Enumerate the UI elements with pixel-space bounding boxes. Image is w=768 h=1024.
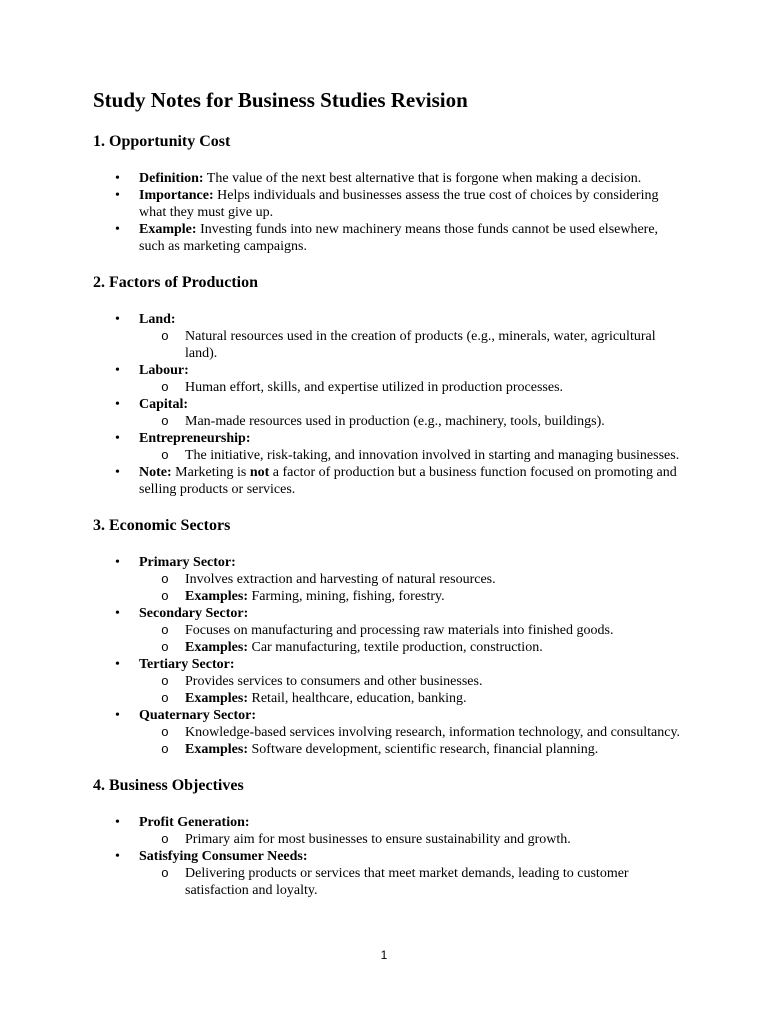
sub-list-item: [139, 690, 683, 707]
list-item: [93, 187, 683, 221]
section-heading: 4. Business Objectives: [93, 777, 244, 794]
sub-list-item: o Man-made resources used in production (e.g., machinery, tools, buildings).: [139, 413, 683, 430]
list-item: [93, 814, 683, 848]
sub-list-item: [139, 639, 683, 656]
sub-list-item: [139, 741, 683, 758]
list-item: [93, 605, 683, 656]
sub-list-item: o Involves extraction and harvesting of natural resources.: [139, 571, 683, 588]
section-heading: 2. Factors of Production: [93, 274, 259, 291]
item-text: Helps individuals and businesses assess the true cost of choices by considering what they must give up.: [139, 188, 659, 220]
sub-list: [139, 673, 683, 707]
section-opportunity-cost: [93, 131, 683, 272]
examples-text: Software development, scientific research, financial planning.: [248, 742, 599, 757]
list-item: [93, 362, 683, 396]
list-item: [93, 707, 683, 758]
item-text: Investing funds into new machinery means those funds cannot be used elsewhere, such as marketing campaigns.: [139, 222, 659, 254]
examples-text: Car manufacturing, textile production, construction.: [248, 640, 543, 655]
sub-list-item: o The initiative, risk-taking, and innovation involved in starting and managing businesses.: [139, 447, 683, 464]
list-item: [93, 221, 683, 255]
item-text: a factor of production but a business function focused on promoting and selling products or services.: [139, 465, 677, 497]
page-number: 1: [380, 948, 388, 962]
item-label: Profit Generation:: [139, 815, 250, 830]
examples-text: Retail, healthcare, education, banking.: [248, 691, 467, 706]
document-title: Study Notes for Business Studies Revision: [93, 88, 468, 112]
section-factors-of-production: [93, 272, 683, 515]
item-label: Example:: [139, 222, 197, 237]
sub-list-item: o Human effort, skills, and expertise utilized in production processes.: [139, 379, 683, 396]
item-label: Capital:: [139, 397, 188, 412]
item-label: Secondary Sector:: [139, 606, 249, 621]
sub-list: [139, 328, 683, 362]
item-label: Tertiary Sector:: [139, 657, 235, 672]
sub-list: [139, 622, 683, 656]
bullet-list: [93, 554, 683, 758]
sub-list: [139, 379, 683, 396]
sub-list: [139, 571, 683, 605]
item-label: Quaternary Sector:: [139, 708, 257, 723]
list-item: [93, 848, 683, 899]
bullet-list: [93, 311, 683, 498]
sub-list: [139, 447, 683, 464]
sub-list-item: o Delivering products or services that meet market demands, leading to customer satisfaction and loyalty.: [139, 865, 683, 899]
item-label: Land:: [139, 312, 176, 327]
document-page: [93, 86, 683, 899]
list-item: [93, 170, 683, 187]
sub-list-item: o Focuses on manufacturing and processing raw materials into finished goods.: [139, 622, 683, 639]
sub-list-item: o Primary aim for most businesses to ensure sustainability and growth.: [139, 831, 683, 848]
examples-label: Examples:: [185, 742, 248, 757]
item-text: Marketing is: [171, 465, 250, 480]
item-label: Labour:: [139, 363, 189, 378]
bullet-list: [93, 170, 683, 255]
list-item: [93, 430, 683, 464]
item-label: Satisfying Consumer Needs:: [139, 849, 308, 864]
sub-list: [139, 831, 683, 848]
sub-list-item: o Natural resources used in the creation of products (e.g., minerals, water, agricultural land).: [139, 328, 683, 362]
item-text: The value of the next best alternative that is forgone when making a decision.: [203, 171, 642, 186]
list-item: [93, 554, 683, 605]
list-item: [93, 656, 683, 707]
sub-list-item: [139, 588, 683, 605]
section-heading: 1. Opportunity Cost: [93, 133, 231, 150]
list-item: [93, 311, 683, 362]
item-label: Definition:: [139, 171, 204, 186]
sub-list: [139, 413, 683, 430]
section-business-objectives: [93, 775, 683, 899]
item-emphasis: not: [249, 465, 270, 480]
section-heading: 3. Economic Sectors: [93, 517, 231, 534]
examples-text: Farming, mining, fishing, forestry.: [248, 589, 445, 604]
sub-list-item: o Provides services to consumers and other businesses.: [139, 673, 683, 690]
section-economic-sectors: [93, 515, 683, 775]
item-label: Primary Sector:: [139, 555, 236, 570]
examples-label: Examples:: [185, 589, 248, 604]
examples-label: Examples:: [185, 691, 248, 706]
examples-label: Examples:: [185, 640, 248, 655]
item-label: Note:: [139, 465, 172, 480]
list-item: [93, 464, 683, 498]
bullet-list: [93, 814, 683, 899]
list-item: [93, 396, 683, 430]
item-label: Importance:: [139, 188, 214, 203]
item-label: Entrepreneurship:: [139, 431, 251, 446]
sub-list: [139, 865, 683, 899]
sub-list-item: o Knowledge-based services involving research, information technology, and consultancy.: [139, 724, 683, 741]
sub-list: [139, 724, 683, 758]
